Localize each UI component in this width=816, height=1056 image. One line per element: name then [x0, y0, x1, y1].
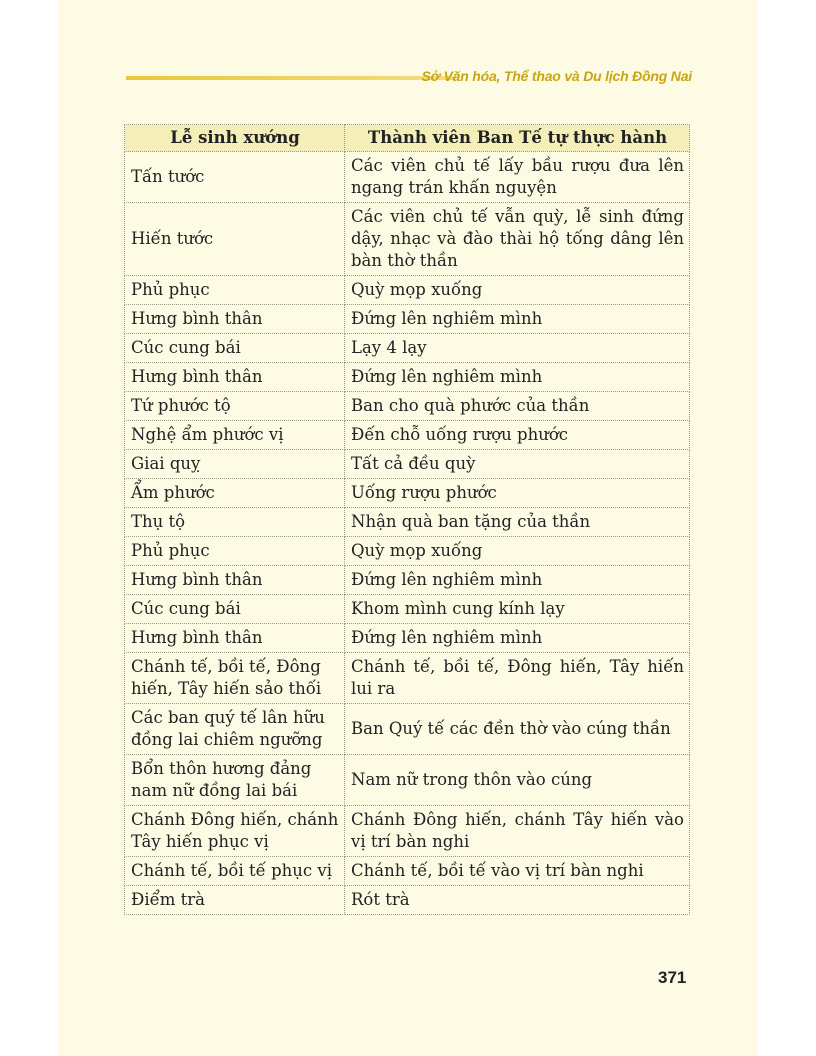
rite-call-cell: Phủ phục — [125, 276, 345, 305]
rite-action-cell: Chánh Đông hiến, chánh Tây hiến vào vị trí bàn nghi — [345, 806, 690, 857]
rite-action-cell: Đứng lên nghiêm mình — [345, 305, 690, 334]
rite-action-cell: Các viên chủ tế lấy bầu rượu đưa lên ngang trán khấn nguyện — [345, 152, 690, 203]
table-row — [125, 305, 690, 334]
rite-call-cell: Cúc cung bái — [125, 334, 345, 363]
rite-action-cell: Uống rượu phước — [345, 479, 690, 508]
rite-call-cell: Hưng bình thân — [125, 305, 345, 334]
rite-action-cell: Khom mình cung kính lạy — [345, 595, 690, 624]
rite-action-cell: Nam nữ trong thôn vào cúng — [345, 755, 690, 806]
rite-call-cell: Hiến tước — [125, 203, 345, 276]
table-row — [125, 421, 690, 450]
header-publisher: Sở Văn hóa, Thể thao và Du lịch Đồng Nai — [421, 68, 692, 84]
rite-call-cell: Các ban quý tế lân hữu đồng lai chiêm ngưỡng — [125, 704, 345, 755]
page-number: 371 — [658, 968, 687, 987]
table-row — [125, 857, 690, 886]
rite-action-cell: Đứng lên nghiêm mình — [345, 566, 690, 595]
table-row — [125, 508, 690, 537]
rite-action-cell: Quỳ mọp xuống — [345, 276, 690, 305]
rite-call-cell: Phủ phục — [125, 537, 345, 566]
rite-call-cell: Điểm trà — [125, 886, 345, 915]
rite-action-cell: Đến chỗ uống rượu phước — [345, 421, 690, 450]
table-row — [125, 392, 690, 421]
rite-action-cell: Chánh tế, bồi tế vào vị trí bàn nghi — [345, 857, 690, 886]
table-row — [125, 653, 690, 704]
rite-action-cell: Tất cả đều quỳ — [345, 450, 690, 479]
table-row — [125, 537, 690, 566]
rite-call-cell: Bổn thôn hương đảng nam nữ đồng lai bái — [125, 755, 345, 806]
rite-call-cell: Chánh Đông hiến, chánh Tây hiến phục vị — [125, 806, 345, 857]
rite-action-cell: Quỳ mọp xuống — [345, 537, 690, 566]
rite-action-cell: Nhận quà ban tặng của thần — [345, 508, 690, 537]
rite-call-cell: Hưng bình thân — [125, 624, 345, 653]
column-header-action: Thành viên Ban Tế tự thực hành — [345, 125, 690, 152]
rite-action-cell: Ban cho quà phước của thần — [345, 392, 690, 421]
table-row — [125, 566, 690, 595]
page — [58, 0, 758, 1056]
rite-call-cell: Tấn tước — [125, 152, 345, 203]
rite-call-cell: Hưng bình thân — [125, 566, 345, 595]
rite-action-cell: Rót trà — [345, 886, 690, 915]
rite-call-cell: Cúc cung bái — [125, 595, 345, 624]
rite-action-cell: Chánh tế, bồi tế, Đông hiến, Tây hiến lui ra — [345, 653, 690, 704]
table-row — [125, 450, 690, 479]
rite-action-cell: Ban Quý tế các đền thờ vào cúng thần — [345, 704, 690, 755]
rite-call-cell: Thụ tộ — [125, 508, 345, 537]
table-row — [125, 595, 690, 624]
table-row — [125, 806, 690, 857]
rite-call-cell: Giai quỵ — [125, 450, 345, 479]
table-row — [125, 479, 690, 508]
table-row — [125, 704, 690, 755]
table-row — [125, 334, 690, 363]
rite-call-cell: Nghệ ẩm phước vị — [125, 421, 345, 450]
rite-action-cell: Các viên chủ tế vẫn quỳ, lễ sinh đứng dậy, nhạc và đào thài hộ tống dâng lên bàn thờ thần — [345, 203, 690, 276]
rite-call-cell: Ẩm phước — [125, 479, 345, 508]
rite-action-cell: Lạy 4 lạy — [345, 334, 690, 363]
table-row — [125, 624, 690, 653]
rite-call-cell: Chánh tế, bồi tế, Đông hiến, Tây hiến sảo thối — [125, 653, 345, 704]
table-header-row — [125, 125, 690, 152]
rite-call-cell: Hưng bình thân — [125, 363, 345, 392]
rite-call-cell: Chánh tế, bồi tế phục vị — [125, 857, 345, 886]
rite-call-cell: Tứ phước tộ — [125, 392, 345, 421]
table-row — [125, 886, 690, 915]
table-row — [125, 152, 690, 203]
rite-action-cell: Đứng lên nghiêm mình — [345, 624, 690, 653]
rite-action-cell: Đứng lên nghiêm mình — [345, 363, 690, 392]
table-row — [125, 363, 690, 392]
table-row — [125, 755, 690, 806]
rites-table — [124, 124, 690, 915]
column-header-called: Lễ sinh xướng — [125, 125, 345, 152]
table-row — [125, 276, 690, 305]
table-row — [125, 203, 690, 276]
header-rule — [126, 76, 456, 80]
